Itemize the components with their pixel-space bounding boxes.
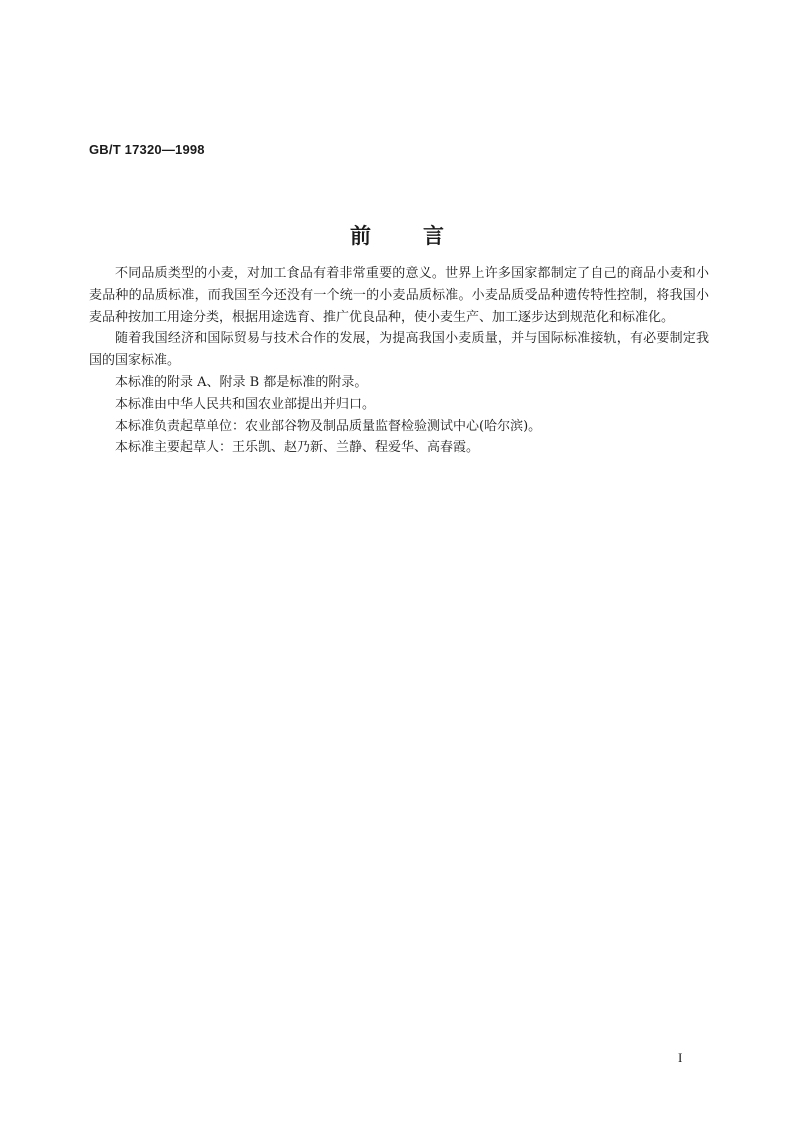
paragraph-drafters: 本标准主要起草人：王乐凯、赵乃新、兰静、程爱华、高春霞。 — [115, 440, 480, 456]
paragraph-purpose: 不同品质类型的小麦，对加工食品有着非常重要的意义。世界上许多国家都制定了自己的商品小麦和小麦品种的品质标准，而我国至今还没有一个统一的小麦品质标准。小麦品质受品种遗传特性控制，将我国小麦品种按加工用途分类，根据用途选育、推广优良品种，使小麦生产、加工逐步达到规范化和标准化。 — [89, 266, 709, 325]
title-char-1: 前 — [350, 224, 371, 248]
paragraph-drafting-unit: 本标准负责起草单位：农业部谷物及制品质量监督检验测试中心(哈尔滨)。 — [115, 418, 542, 434]
paragraph-proposer: 本标准由中华人民共和国农业部提出并归口。 — [115, 396, 376, 412]
page-number: I — [678, 1050, 683, 1065]
paragraph-appendices: 本标准的附录 A、附录 B 都是标准的附录。 — [115, 374, 368, 390]
page-title — [0, 222, 794, 250]
foreword-body — [89, 263, 709, 459]
title-char-2: 言 — [423, 224, 444, 248]
paragraph-background: 随着我国经济和国际贸易与技术合作的发展，为提高我国小麦质量，并与国际标准接轨，有必要制定我国的国家标准。 — [89, 331, 709, 369]
standard-number: GB/T 17320—1998 — [89, 142, 205, 157]
